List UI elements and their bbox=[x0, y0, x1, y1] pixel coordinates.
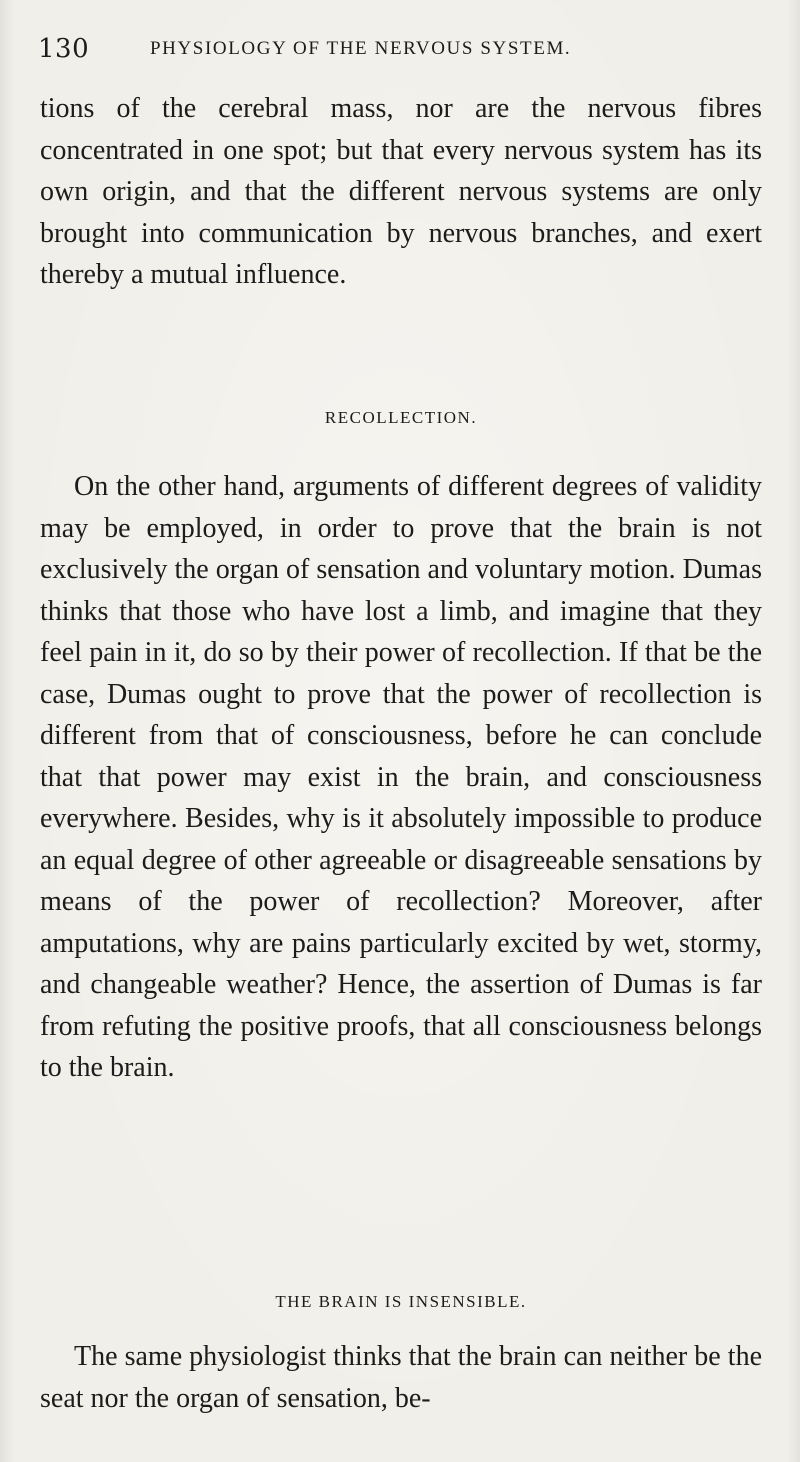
section-heading-brain-insensible: THE BRAIN IS INSENSIBLE. bbox=[275, 1292, 527, 1311]
paragraph-brain-insensible: The same physiologist thinks that the brain can neither be the seat nor the organ of sensation, be- bbox=[40, 1341, 762, 1414]
page-header bbox=[38, 30, 778, 70]
paragraph-continuation: tions of the cerebral mass, nor are the nervous fibres concentrated in one spot; but that every nervous system has its own origin, and that the different nervous systems are only brought into communication by nervous branches, and exert thereby a mutual influence. bbox=[40, 93, 762, 290]
paragraph-recollection: On the other hand, arguments of different degrees of validity may be employed, in order to prove that the brain is not exclusively the organ of sensation and voluntary motion. Dumas thinks that those who have lost a limb, and imagine that they feel pain in it, do so by their power of recollection. If that be the case, Dumas ought to prove that the power of recollection is different from that of consciousness, before he can conclude that that power may exist in the brain, and consciousness everywhere. Besides, why is it absolutely impossible to produce an equal degree of other agreeable or disagreeable sensations by means of the power of recollection? Moreover, after amputations, why are pains particularly excited by wet, stormy, and changeable weather? Hence, the assertion of Dumas is far from refuting the positive proofs, that all consciousness belongs to the brain. bbox=[40, 471, 762, 1083]
page-number: 130 bbox=[38, 34, 90, 64]
running-head: PHYSIOLOGY OF THE NERVOUS SYSTEM. bbox=[150, 38, 572, 59]
section-heading-recollection: RECOLLECTION. bbox=[324, 408, 478, 427]
